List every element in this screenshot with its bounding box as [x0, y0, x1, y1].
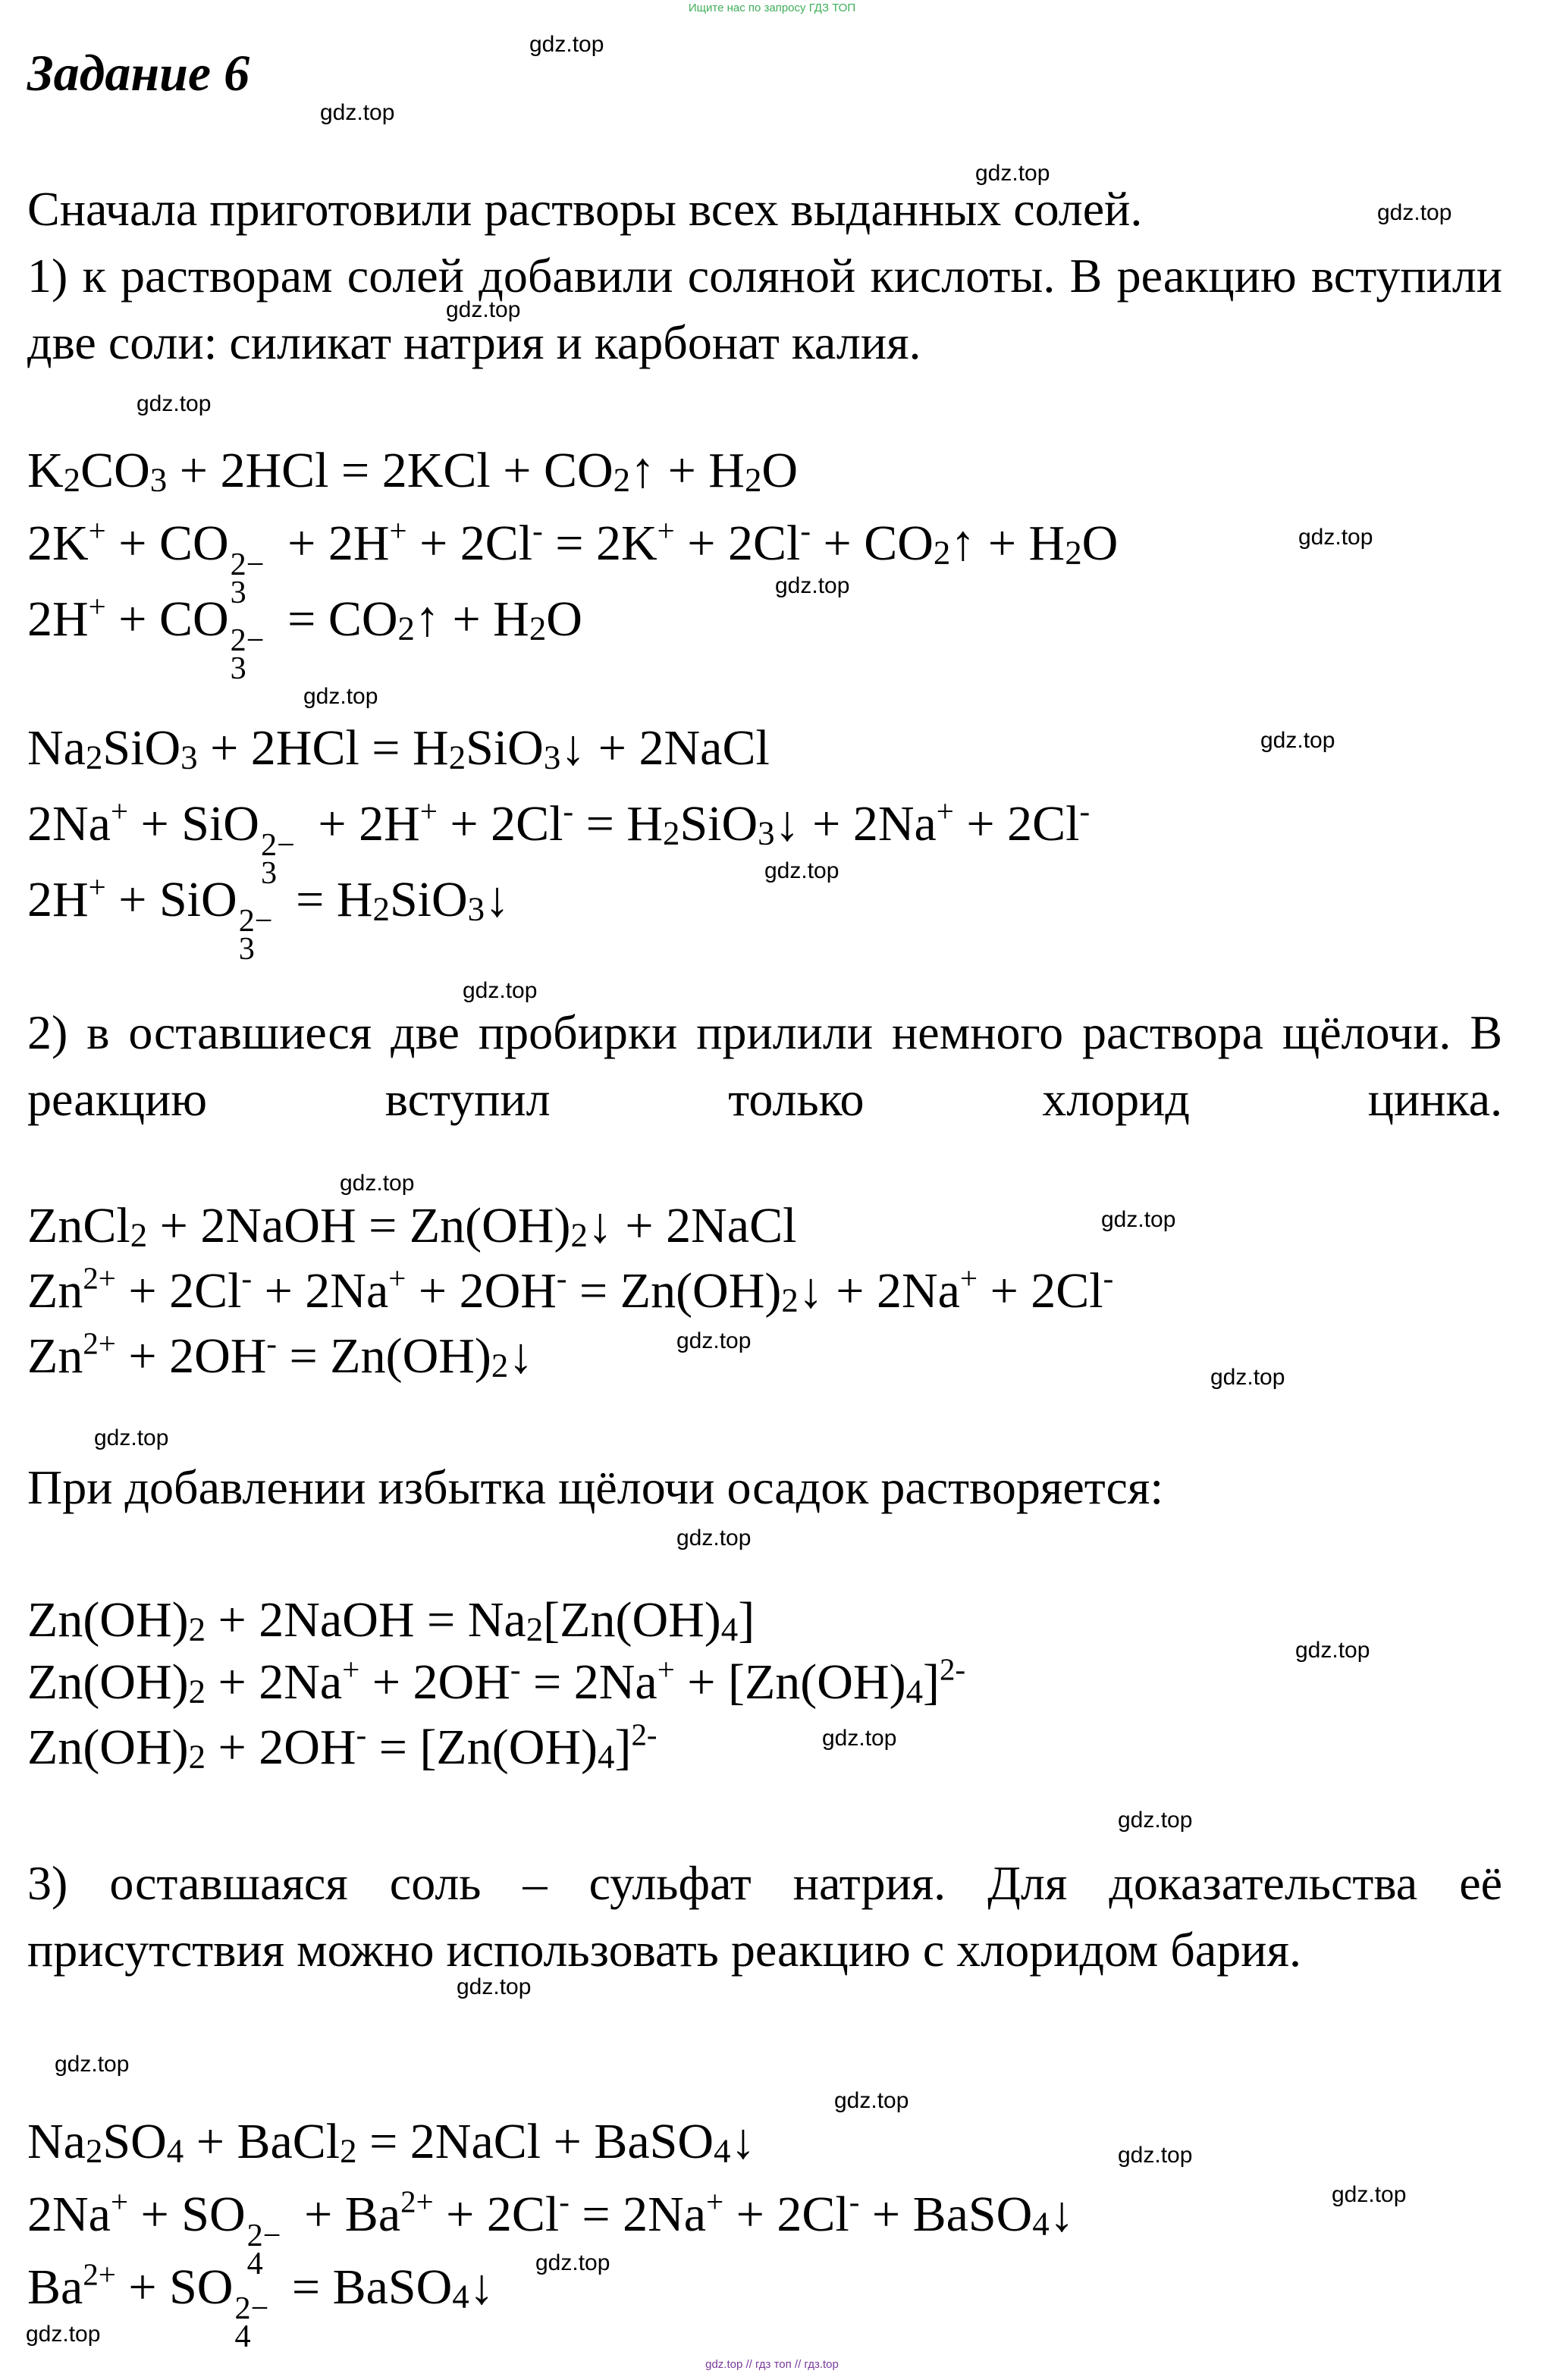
watermark: gdz.top	[463, 978, 538, 1003]
watermark: gdz.top	[340, 1171, 415, 1196]
watermark: gdz.top	[834, 2088, 909, 2113]
step2-paragraph: 2) в оставшиеся две пробирки прилили немного раствора щёлочи. В реакцию вступил только хлорид цинка.	[27, 1005, 1502, 1126]
watermark: gdz.top	[55, 2052, 130, 2077]
watermark: gdz.top	[1332, 2182, 1407, 2207]
equation-zncl2-full-ionic: $Zn^{2+} + 2Cl^- + 2Na^+ + 2OH^-$ = $Zn(OH)_2↓ + 2Na^+ + 2Cl^-$	[27, 1261, 1114, 1319]
equation-na2so4-molecular: $Na_2SO_4$ + BaCl$_2$ = 2NaCl + BaSO$_4$↓	[27, 2114, 756, 2170]
watermark: gdz.top	[764, 858, 839, 883]
equation-na2so4-short-ionic: $Ba^{2+}$ + SO 2− 4 = BaSO$_4$↓	[27, 2257, 494, 2355]
ion-charge-index: 2− 3	[230, 547, 265, 611]
watermark: gdz.top	[1260, 728, 1335, 753]
watermark: gdz.top	[26, 2322, 101, 2347]
watermark: gdz.top	[1118, 2143, 1193, 2168]
ion-charge-index: 2− 4	[246, 2218, 281, 2282]
equation-k2co3-short-ionic: 2H+ + CO 2− 3 = $CO_2↑ + H_2O$	[27, 589, 582, 687]
step3-paragraph: 3) оставшаяся соль – сульфат натрия. Для доказательства её присутствия можно использовать реакцию с хлоридом бария.	[27, 1856, 1502, 1977]
page-title: Задание 6	[27, 44, 250, 102]
watermark: gdz.top	[1118, 1808, 1193, 1833]
equation-na2sio3-molecular: $Na_2SiO_3 + 2HCl$ = $H_2SiO_3↓$ + 2NaCl	[27, 720, 770, 776]
ion-charge-index: 2− 3	[238, 903, 273, 967]
equation-znoh2-full-ionic: $Zn(OH)_2 + 2Na^+ + 2OH^- = 2Na^+ + [Zn(OH)_4]^{2-}$	[27, 1652, 966, 1711]
watermark: gdz.top	[1210, 1365, 1285, 1390]
watermark: gdz.top	[457, 1974, 532, 1999]
intro-paragraph: Сначала приготовили растворы всех выданных солей.	[27, 182, 1143, 236]
watermark: gdz.top	[529, 32, 604, 57]
ion-charge-index: 2− 3	[260, 827, 295, 892]
ion-charge-index: 2− 4	[234, 2291, 269, 2355]
equation-znoh2-molecular: $Zn(OH)_2$ + 2NaOH = $Na_2[Zn(OH)_4]$	[27, 1592, 755, 1648]
watermark: gdz.top	[676, 1328, 752, 1353]
equation-znoh2-short-ionic: $Zn(OH)_2 + 2OH^- = [Zn(OH)_4]^{2-}$	[27, 1717, 657, 1776]
watermark: gdz.top	[676, 1526, 752, 1551]
equation-zncl2-molecular: ZnCl$_2$ + 2NaOH = $Zn(OH)_2↓$ + 2NaCl	[27, 1198, 797, 1254]
watermark: gdz.top	[303, 684, 378, 709]
watermark: gdz.top	[320, 100, 395, 125]
excess-alkali-paragraph: При добавлении избытка щёлочи осадок растворяется:	[27, 1460, 1164, 1514]
equation-na2so4-full-ionic: 2Na+ + SO 2− 4 + $Ba^{2+} + 2Cl^- = 2Na^+ + 2Cl^-$ + BaSO$_4$↓	[27, 2184, 1075, 2282]
footer-note: gdz.top // гдз топ // гдз.top	[705, 2358, 839, 2371]
watermark: gdz.top	[975, 161, 1050, 186]
watermark: gdz.top	[775, 573, 850, 598]
watermark: gdz.top	[1101, 1207, 1176, 1232]
watermark: gdz.top	[1295, 1638, 1370, 1663]
watermark: gdz.top	[535, 2250, 610, 2275]
equation-k2co3-full-ionic: 2K+ + CO 2− 3 + $2H^+ + 2Cl^- = 2K^+ + 2Cl^- + CO_2↑ + H_2O$	[27, 513, 1119, 611]
top-search-note: Ищите нас по запросу ГДЗ ТОП	[688, 2, 856, 14]
watermark: gdz.top	[822, 1726, 897, 1751]
equation-zncl2-short-ionic: $Zn^{2+} + 2OH^-$ = $Zn(OH)_2↓$	[27, 1326, 534, 1384]
watermark: gdz.top	[94, 1425, 169, 1450]
ion-charge-index: 2− 3	[230, 622, 265, 687]
equation-na2sio3-full-ionic: 2Na+ + SiO 2− 3 + $2H^+ + 2Cl^- = H_2SiO_3↓ + 2Na^+ + 2Cl^-$	[27, 794, 1091, 892]
equation-na2sio3-short-ionic: 2H+ + SiO 2− 3 = $H_2SiO_3↓$	[27, 870, 510, 967]
watermark: gdz.top	[137, 391, 212, 416]
watermark: gdz.top	[446, 297, 521, 322]
watermark: gdz.top	[1377, 200, 1452, 225]
equation-k2co3-molecular: $K_2CO_3 + 2HCl = 2KCl$ + $CO_2↑ + H_2O$	[27, 443, 799, 499]
step1-paragraph: 1) к растворам солей добавили соляной кислоты. В реакцию вступили две соли: силикат натрия и карбонат калия.	[27, 249, 1502, 369]
watermark: gdz.top	[1298, 525, 1373, 550]
